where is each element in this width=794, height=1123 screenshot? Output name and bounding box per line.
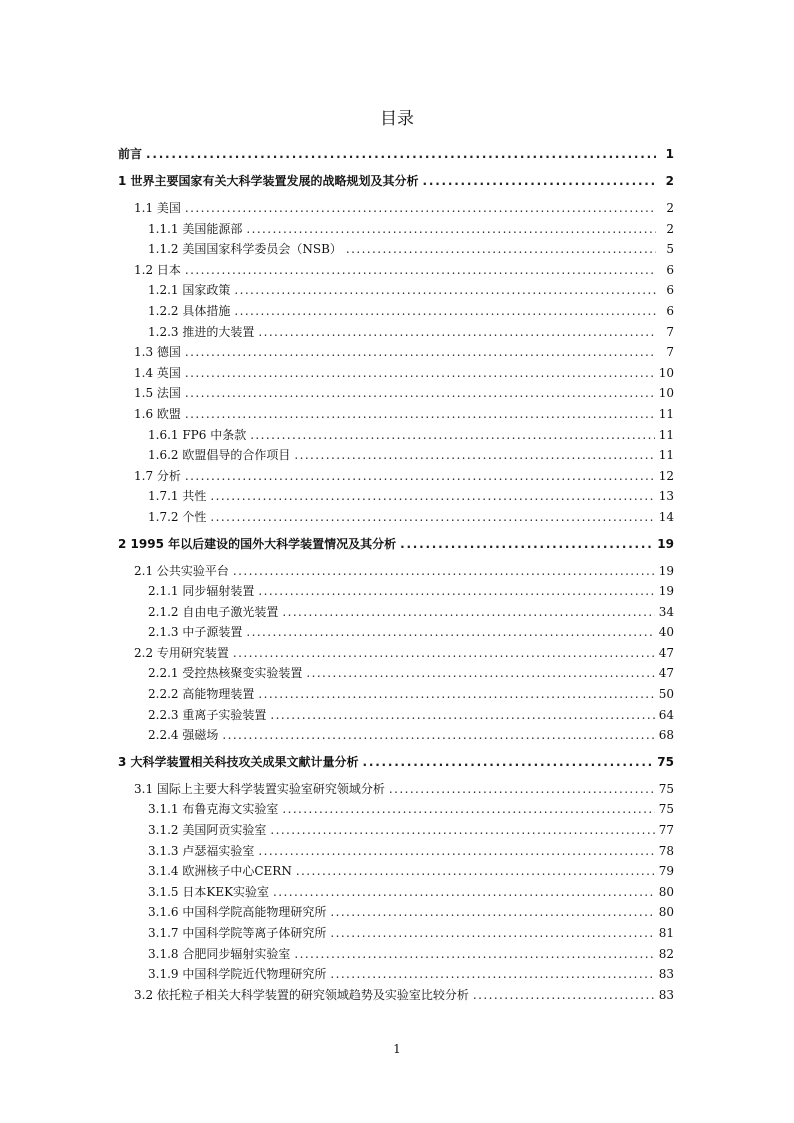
- toc-entry-page: 19: [657, 536, 674, 551]
- toc-entry-label: 2.1.1 同步辐射装置: [148, 584, 255, 599]
- toc-leader-dots: [234, 280, 656, 301]
- toc-entry-page: 12: [658, 468, 674, 483]
- toc-entry[interactable]: [118, 861, 674, 882]
- toc-entry[interactable]: [118, 342, 674, 363]
- toc-entry-page: 7: [666, 345, 674, 360]
- toc-entry[interactable]: [118, 705, 674, 726]
- toc-entry-page: 10: [658, 365, 674, 380]
- toc-leader-dots: [273, 882, 655, 903]
- toc-entry[interactable]: [118, 622, 674, 643]
- toc-entry[interactable]: [118, 725, 674, 746]
- toc-entry-page: 2: [666, 201, 674, 215]
- toc-entry[interactable]: [118, 684, 674, 705]
- toc-leader-dots: [282, 602, 654, 623]
- toc-entry[interactable]: [118, 322, 674, 343]
- toc-entry[interactable]: [118, 404, 674, 425]
- toc-entry-label: 3.1.2 美国阿贡实验室: [148, 823, 267, 838]
- toc-leader-dots: [258, 581, 654, 602]
- toc-entry[interactable]: [118, 219, 674, 240]
- toc-leader-dots: [282, 799, 654, 820]
- toc-leader-dots: [222, 725, 654, 746]
- toc-entry[interactable]: [118, 944, 674, 965]
- toc-entry-label: 2.2 专用研究装置: [134, 645, 229, 660]
- toc-entry-page: 68: [658, 728, 674, 743]
- table-of-contents: [118, 144, 674, 1005]
- toc-entry-label: 1.6.2 欧盟倡导的合作项目: [148, 448, 291, 463]
- toc-entry-label: 1.7.1 共性: [148, 489, 207, 504]
- toc-entry-label: 1.2 日本: [134, 262, 181, 277]
- toc-entry[interactable]: [118, 923, 674, 944]
- toc-entry[interactable]: [118, 902, 674, 923]
- toc-entry[interactable]: [118, 425, 674, 446]
- toc-entry-label: 3 大科学装置相关科技攻关成果文献计量分析: [118, 754, 359, 769]
- toc-entry-page: 11: [658, 427, 674, 442]
- toc-leader-dots: [258, 841, 654, 862]
- toc-entry-page: 79: [658, 864, 674, 879]
- toc-entry[interactable]: [118, 985, 674, 1006]
- toc-leader-dots: [363, 752, 654, 773]
- toc-entry-page: 80: [658, 905, 674, 920]
- toc-entry[interactable]: [118, 383, 674, 404]
- toc-leader-dots: [346, 239, 656, 260]
- toc-entry[interactable]: [118, 663, 674, 684]
- toc-entry[interactable]: [118, 964, 674, 985]
- toc-entry[interactable]: [118, 799, 674, 820]
- toc-entry[interactable]: [118, 602, 674, 623]
- toc-leader-dots: [210, 486, 654, 507]
- toc-entry-label: 1.7 分析: [134, 468, 181, 483]
- toc-entry[interactable]: [118, 466, 674, 487]
- toc-entry-page: 75: [657, 754, 674, 769]
- toc-entry-label: 1.2.3 推进的大装置: [148, 324, 255, 339]
- toc-entry-page: 2: [666, 221, 674, 236]
- toc-entry-page: 75: [658, 802, 674, 817]
- toc-leader-dots: [185, 260, 656, 281]
- toc-leader-dots: [185, 198, 656, 219]
- toc-entry-page: 50: [658, 687, 674, 702]
- toc-entry[interactable]: [118, 581, 674, 602]
- toc-entry[interactable]: [118, 445, 674, 466]
- toc-leader-dots: [234, 301, 656, 322]
- toc-entry-label: 1.2.2 具体措施: [148, 303, 231, 318]
- toc-entry[interactable]: [118, 841, 674, 862]
- toc-leader-dots: [233, 643, 655, 664]
- toc-entry-label: 1.3 德国: [134, 345, 181, 360]
- toc-entry-label: 2.2.1 受控热核聚变实验装置: [148, 666, 303, 681]
- toc-entry-label: 1.4 英国: [134, 365, 181, 380]
- toc-entry-label: 3.1.8 合肥同步辐射实验室: [148, 946, 291, 961]
- toc-entry-page: 6: [666, 283, 674, 298]
- toc-entry-page: 83: [658, 967, 674, 982]
- toc-entry-page: 75: [658, 781, 674, 796]
- toc-entry-page: 10: [658, 386, 674, 401]
- toc-entry-page: 47: [658, 645, 674, 660]
- toc-entry[interactable]: [118, 301, 674, 322]
- toc-entry-label: 2.1.2 自由电子激光装置: [148, 604, 279, 619]
- toc-entry[interactable]: [118, 198, 674, 219]
- toc-entry-label: 3.1.7 中国科学院等离子体研究所: [148, 926, 327, 940]
- toc-leader-dots: [423, 171, 656, 192]
- toc-leader-dots: [330, 902, 654, 923]
- toc-entry[interactable]: [118, 171, 674, 192]
- toc-entry-label: 1.6.1 FP6 中条款: [148, 427, 247, 442]
- toc-entry-page: 7: [666, 324, 674, 339]
- toc-leader-dots: [185, 342, 656, 363]
- toc-leader-dots: [400, 534, 653, 555]
- toc-entry-page: 77: [658, 823, 674, 838]
- toc-entry[interactable]: [118, 779, 674, 800]
- toc-entry-label: 1.7.2 个性: [148, 509, 207, 524]
- toc-entry-label: 1.2.1 国家政策: [148, 283, 231, 298]
- toc-entry-page: 64: [658, 707, 674, 722]
- toc-leader-dots: [270, 705, 654, 726]
- toc-entry[interactable]: [118, 752, 674, 773]
- toc-entry[interactable]: [118, 882, 674, 903]
- toc-entry-page: 19: [658, 584, 674, 599]
- page-number: 1: [393, 1042, 401, 1056]
- toc-leader-dots: [185, 466, 655, 487]
- toc-entry-label: 2.2.2 高能物理装置: [148, 687, 255, 702]
- toc-entry[interactable]: [118, 820, 674, 841]
- toc-entry[interactable]: [118, 260, 674, 281]
- toc-leader-dots: [389, 779, 655, 800]
- toc-leader-dots: [250, 425, 655, 446]
- toc-entry-page: 1: [665, 147, 674, 161]
- toc-leader-dots: [473, 985, 655, 1006]
- toc-entry[interactable]: [118, 486, 674, 507]
- toc-entry[interactable]: [118, 239, 674, 260]
- toc-entry-label: 1 世界主要国家有关大科学装置发展的战略规划及其分析: [118, 174, 419, 188]
- toc-entry[interactable]: [118, 534, 674, 555]
- toc-entry-page: 47: [658, 666, 674, 681]
- toc-entry-label: 1.1.2 美国国家科学委员会（NSB）: [148, 242, 342, 257]
- toc-entry-page: 83: [658, 987, 674, 1002]
- toc-leader-dots: [270, 820, 654, 841]
- toc-leader-dots: [258, 322, 656, 343]
- toc-entry-label: 3.1.6 中国科学院高能物理研究所: [148, 905, 327, 920]
- toc-entry-page: 13: [658, 489, 674, 504]
- toc-entry[interactable]: [118, 643, 674, 664]
- toc-leader-dots: [146, 144, 656, 165]
- toc-entry-label: 3.1.3 卢瑟福实验室: [148, 843, 255, 858]
- toc-entry-label: 1.1.1 美国能源部: [148, 221, 243, 236]
- toc-entry-page: 5: [666, 242, 674, 257]
- toc-entry-page: 14: [658, 509, 674, 524]
- toc-leader-dots: [330, 964, 654, 985]
- toc-entry-page: 81: [658, 926, 674, 940]
- toc-entry-page: 19: [658, 563, 674, 578]
- toc-entry-page: 82: [658, 946, 674, 961]
- toc-leader-dots: [185, 383, 655, 404]
- toc-entry-label: 2.1 公共实验平台: [134, 563, 229, 578]
- toc-entry-label: 1.5 法国: [134, 386, 181, 401]
- toc-entry-label: 2 1995 年以后建设的国外大科学装置情况及其分析: [118, 536, 397, 551]
- toc-entry[interactable]: [118, 561, 674, 582]
- toc-entry-label: 前言: [118, 147, 143, 161]
- toc-leader-dots: [246, 219, 656, 240]
- toc-leader-dots: [246, 622, 654, 643]
- toc-leader-dots: [306, 663, 654, 684]
- toc-entry-page: 34: [658, 604, 674, 619]
- toc-entry-label: 3.1.5 日本KEK实验室: [148, 884, 270, 899]
- toc-entry-label: 2.2.3 重离子实验装置: [148, 707, 267, 722]
- toc-entry[interactable]: [118, 144, 674, 165]
- toc-entry-label: 2.1.3 中子源装置: [148, 625, 243, 640]
- toc-leader-dots: [185, 404, 655, 425]
- toc-entry-label: 1.1 美国: [134, 201, 181, 215]
- toc-leader-dots: [210, 507, 654, 528]
- toc-entry-label: 3.1.1 布鲁克海文实验室: [148, 802, 279, 817]
- toc-leader-dots: [330, 923, 654, 944]
- toc-entry-page: 2: [665, 174, 674, 188]
- page-title: 目录: [380, 109, 414, 129]
- toc-entry-page: 6: [666, 303, 674, 318]
- toc-entry[interactable]: [118, 507, 674, 528]
- toc-entry-page: 11: [658, 448, 674, 463]
- toc-leader-dots: [296, 861, 655, 882]
- toc-entry[interactable]: [118, 363, 674, 384]
- toc-entry-label: 3.1.9 中国科学院近代物理研究所: [148, 967, 327, 982]
- toc-leader-dots: [258, 684, 654, 705]
- toc-leader-dots: [185, 363, 655, 384]
- toc-entry-label: 3.2 依托粒子相关大科学装置的研究领域趋势及实验室比较分析: [134, 987, 469, 1002]
- toc-entry-page: 11: [658, 406, 674, 421]
- toc-entry-page: 40: [658, 625, 674, 640]
- toc-entry-page: 80: [658, 884, 674, 899]
- toc-leader-dots: [294, 944, 654, 965]
- toc-entry[interactable]: [118, 280, 674, 301]
- toc-entry-page: 78: [658, 843, 674, 858]
- toc-entry-label: 2.2.4 强磁场: [148, 728, 219, 743]
- toc-entry-page: 6: [666, 262, 674, 277]
- toc-leader-dots: [233, 561, 655, 582]
- toc-entry-label: 3.1 国际上主要大科学装置实验室研究领域分析: [134, 781, 385, 796]
- toc-leader-dots: [294, 445, 654, 466]
- toc-entry-label: 1.6 欧盟: [134, 406, 181, 421]
- toc-entry-label: 3.1.4 欧洲核子中心CERN: [148, 864, 292, 879]
